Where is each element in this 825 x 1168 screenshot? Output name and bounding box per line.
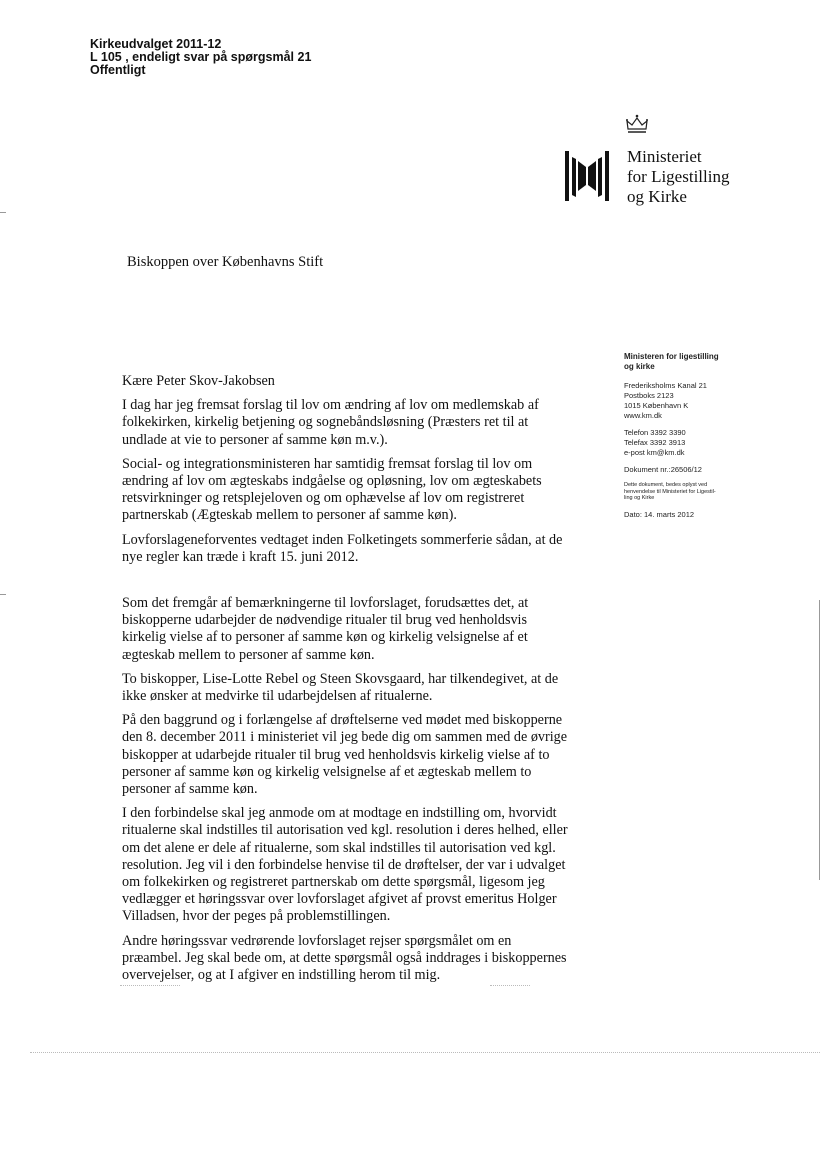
letter-body bbox=[122, 373, 572, 991]
scan-edge-mark bbox=[0, 594, 6, 595]
paragraph-3: Lovforslageneforventes vedtaget inden Folketingets sommerferie sådan, at de nye regler kan træde i kraft 15. juni 2012. bbox=[122, 531, 563, 565]
ministry-name-line-2: for Ligestilling bbox=[627, 167, 730, 186]
paragraph-4: Som det fremgår af bemærkningerne til lovforslaget, forudsættes det, at biskopperne udarbejder de nødvendige ritualer til brug ved henholdsvis kirkelig vielse af to personer af samme køn og kirkelig velsignelse af et ægteskab mellem to personer af samme køn. bbox=[122, 595, 529, 663]
public-status-line: Offentligt bbox=[90, 63, 146, 77]
sender-org-line-1: Ministeren for ligestilling bbox=[624, 352, 719, 361]
paragraph-6: På den baggrund og i forlængelse af drøftelserne ved mødet med biskopperne den 8. december 2011 i ministeriet vil jeg bede dig om sammen med de øvrige biskopper at udarbejde ritualer til brug ved henholdsvis kirkelig vielse af to personer af samme køn og kirkelig velsignelse af et ægteskab mellem to personer af samme køn. bbox=[122, 712, 568, 798]
scan-artifact-line bbox=[30, 1052, 820, 1053]
fax-number: Telefax 3392 3913 bbox=[624, 438, 686, 447]
reference-note bbox=[624, 482, 754, 502]
phone-number: Telefon 3392 3390 bbox=[624, 428, 686, 437]
ministry-name-line-3: og Kirke bbox=[627, 187, 687, 206]
paragraph-1: I dag har jeg fremsat forslag til lov om ændring af lov om medlemskab af folkekirken, kirkelig betjening og sognebåndsløsning (Præsters ret til at undlade at vie to personer af samme køn m.v.). bbox=[122, 397, 539, 448]
paragraph-2: Social- og integrationsministeren har samtidig fremsat forslag til lov om ændring af lov om ægteskabs indgåelse og opløsning, lov om ægteskabets retsvirkninger og retsplejeloven og om ophævelse af lov om registreret partnerskab (Ægteskab mellem to personer af samme køn). bbox=[122, 455, 542, 524]
paragraph-8: Andre høringssvar vedrørende lovforslaget rejser spørgsmålet om en præambel. Jeg skal bede om, at dette spørgsmål også inddrages i biskoppernes overvejelser, og at I afgiver en indstilling herom til mig. bbox=[122, 932, 567, 984]
scan-edge-line bbox=[819, 600, 820, 880]
sender-info-sidebar bbox=[624, 352, 754, 520]
document-reference-header bbox=[90, 38, 311, 77]
letter-date: Dato: 14. marts 2012 bbox=[624, 509, 695, 519]
sender-org-line-2: og kirke bbox=[624, 362, 655, 371]
sender-organization bbox=[624, 352, 754, 372]
reference-note-line-1: Dette dokument, bedes oplyst ved bbox=[624, 482, 708, 488]
paragraph-7: I den forbindelse skal jeg anmode om at modtage en indstilling om, hvorvidt ritualerne skal indstilles til autorisation ved kgl. resolution i deres helhed, eller om det alene er dele af ritualerne, som skal indstilles til autorisation ved kgl. resolution. Jeg vil i den forbindelse henvise til de drøftelser, der var i udvalget om folkekirken og registreret partnerskab om dette spørgsmål, ligesom jeg vedlægger et høringssvar over lovforslaget afgivet af provst emeritus Holger Villadsen, hvor der peges på problemstillingen. bbox=[122, 805, 568, 925]
email-address: e-post km@km.dk bbox=[624, 448, 685, 457]
website: www.km.dk bbox=[624, 411, 662, 420]
ministry-logo-icon bbox=[564, 147, 610, 205]
recipient-address: Biskoppen over Københavns Stift bbox=[127, 254, 324, 270]
reference-note-line-2: henvendelse til Ministeriet for Ligestil- bbox=[624, 488, 716, 495]
bill-reference-line: L 105 , endeligt svar på spørgsmål 21 bbox=[90, 50, 312, 64]
address-line-2: Postboks 2123 bbox=[624, 391, 674, 400]
salutation: Kære Peter Skov-Jakobsen bbox=[122, 373, 275, 389]
paragraph-5: To biskopper, Lise-Lotte Rebel og Steen Skovsgaard, har tilkendegivet, at de ikke ønsker at medvirke til udarbejdelsen af ritualerne. bbox=[122, 670, 559, 705]
scan-artifact-line bbox=[490, 985, 530, 986]
committee-line: Kirkeudvalget 2011-12 bbox=[90, 37, 222, 51]
scan-artifact-line bbox=[120, 985, 180, 986]
address-line-3: 1015 København K bbox=[624, 401, 689, 410]
document-number: Dokument nr.:26506/12 bbox=[624, 465, 702, 474]
royal-crown-icon bbox=[624, 113, 650, 135]
address-line-1: Frederiksholms Kanal 21 bbox=[624, 381, 707, 390]
ministry-name bbox=[627, 147, 729, 207]
ministry-name-line-1: Ministeriet bbox=[627, 147, 702, 166]
scan-edge-mark bbox=[0, 212, 6, 213]
reference-note-line-3: ling og Kirke bbox=[624, 495, 655, 501]
